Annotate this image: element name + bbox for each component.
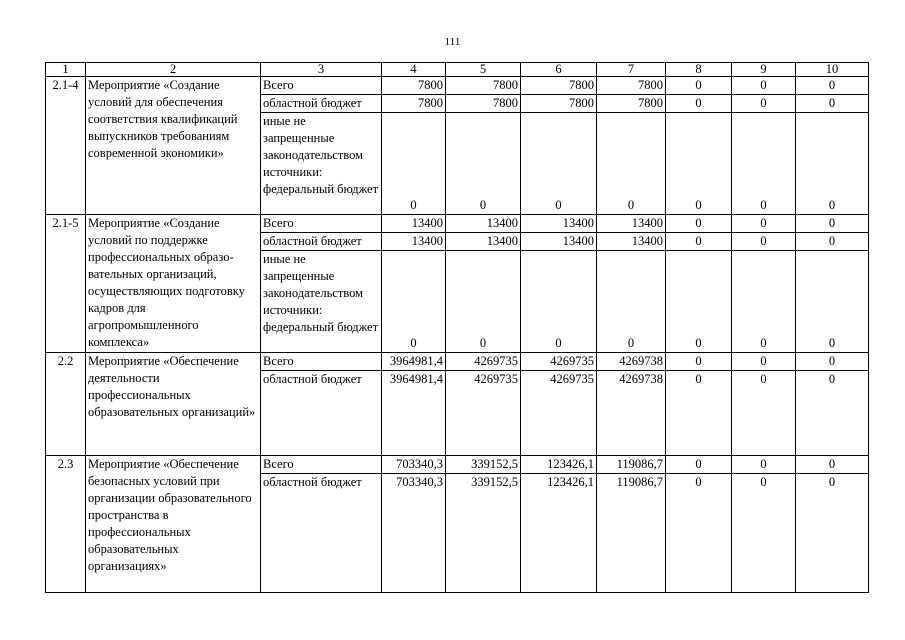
- value-cell: 0: [597, 113, 666, 215]
- row-code: 2.1-5: [46, 215, 86, 353]
- funding-source: областной бюджет: [261, 233, 382, 251]
- funding-source: областной бюджет: [261, 95, 382, 113]
- value-cell: 7800: [521, 95, 597, 113]
- activity-title: Мероприятие «Создание условий для обеспечения соответствия квалификаций выпускников требованиям современной экономики»: [86, 77, 261, 215]
- value-cell: 0: [796, 233, 869, 251]
- value-cell: 7800: [382, 77, 446, 95]
- value-cell: 4269735: [446, 353, 521, 371]
- value-cell: 7800: [597, 95, 666, 113]
- value-cell: 703340,3: [382, 474, 446, 593]
- value-cell: 13400: [597, 233, 666, 251]
- row-code: 2.3: [46, 456, 86, 593]
- value-cell: 0: [666, 251, 732, 353]
- value-cell: 4269738: [597, 353, 666, 371]
- value-cell: 0: [521, 251, 597, 353]
- value-cell: 119086,7: [597, 474, 666, 593]
- value-cell: 0: [666, 233, 732, 251]
- col-header: 3: [261, 63, 382, 77]
- value-cell: 13400: [446, 233, 521, 251]
- value-cell: 0: [796, 456, 869, 474]
- activity-title: Мероприятие «Обеспечение деятельности профессиональных образовательных организаций»: [86, 353, 261, 456]
- value-cell: 0: [732, 353, 796, 371]
- funding-source: Всего: [261, 353, 382, 371]
- value-cell: 0: [666, 77, 732, 95]
- header-row: [46, 63, 869, 77]
- row-code: 2.2: [46, 353, 86, 456]
- value-cell: 3964981,4: [382, 371, 446, 456]
- value-cell: 0: [732, 113, 796, 215]
- value-cell: 0: [732, 215, 796, 233]
- value-cell: 0: [796, 353, 869, 371]
- value-cell: 0: [597, 251, 666, 353]
- value-cell: 0: [796, 215, 869, 233]
- funding-source: областной бюджет: [261, 474, 382, 593]
- value-cell: 4269735: [521, 371, 597, 456]
- funding-source: Всего: [261, 456, 382, 474]
- value-cell: 703340,3: [382, 456, 446, 474]
- value-cell: 0: [732, 456, 796, 474]
- funding-source: иные не запрещенные законодательством источники: федеральный бюджет: [261, 251, 382, 353]
- col-header: 1: [46, 63, 86, 77]
- value-cell: 7800: [382, 95, 446, 113]
- col-header: 6: [521, 63, 597, 77]
- value-cell: 0: [666, 215, 732, 233]
- funding-source: Всего: [261, 77, 382, 95]
- value-cell: 0: [382, 251, 446, 353]
- activity-title: Мероприятие «Создание условий по поддержке профессиональных образо-вательных организаций, осуществляющих подготовку кадров для агропромышленного комплекса»: [86, 215, 261, 353]
- value-cell: 13400: [521, 215, 597, 233]
- value-cell: 13400: [521, 233, 597, 251]
- col-header: 4: [382, 63, 446, 77]
- value-cell: 13400: [382, 233, 446, 251]
- value-cell: 7800: [446, 95, 521, 113]
- value-cell: 0: [666, 474, 732, 593]
- value-cell: 0: [796, 251, 869, 353]
- value-cell: 0: [666, 371, 732, 456]
- budget-table: [45, 62, 869, 593]
- col-header: 7: [597, 63, 666, 77]
- value-cell: 0: [796, 371, 869, 456]
- value-cell: 13400: [597, 215, 666, 233]
- value-cell: 123426,1: [521, 474, 597, 593]
- page-number: 111: [444, 36, 461, 48]
- value-cell: 0: [666, 353, 732, 371]
- funding-source: Всего: [261, 215, 382, 233]
- value-cell: 0: [666, 456, 732, 474]
- value-cell: 119086,7: [597, 456, 666, 474]
- col-header: 5: [446, 63, 521, 77]
- funding-source: иные не запрещенные законодательством источники: федеральный бюджет: [261, 113, 382, 215]
- value-cell: 13400: [446, 215, 521, 233]
- value-cell: 339152,5: [446, 456, 521, 474]
- value-cell: 7800: [446, 77, 521, 95]
- value-cell: 0: [796, 95, 869, 113]
- value-cell: 0: [446, 251, 521, 353]
- table-row: [46, 353, 869, 371]
- col-header: 9: [732, 63, 796, 77]
- value-cell: 0: [666, 95, 732, 113]
- value-cell: 0: [732, 95, 796, 113]
- value-cell: 123426,1: [521, 456, 597, 474]
- value-cell: 4269735: [446, 371, 521, 456]
- value-cell: 0: [732, 77, 796, 95]
- table-row: [46, 77, 869, 95]
- activity-title: Мероприятие «Обеспечение безопасных условий при организации образовательного пространства в профессиональных образовательных организациях»: [86, 456, 261, 593]
- value-cell: 0: [666, 113, 732, 215]
- value-cell: 0: [796, 474, 869, 593]
- value-cell: 13400: [382, 215, 446, 233]
- funding-source: областной бюджет: [261, 371, 382, 456]
- value-cell: 0: [796, 77, 869, 95]
- value-cell: 0: [446, 113, 521, 215]
- value-cell: 339152,5: [446, 474, 521, 593]
- value-cell: 0: [732, 371, 796, 456]
- value-cell: 0: [732, 474, 796, 593]
- value-cell: 0: [796, 113, 869, 215]
- value-cell: 3964981,4: [382, 353, 446, 371]
- col-header: 2: [86, 63, 261, 77]
- table-row: [46, 215, 869, 233]
- value-cell: 7800: [597, 77, 666, 95]
- value-cell: 4269735: [521, 353, 597, 371]
- col-header: 8: [666, 63, 732, 77]
- value-cell: 0: [732, 251, 796, 353]
- value-cell: 7800: [521, 77, 597, 95]
- value-cell: 0: [732, 233, 796, 251]
- value-cell: 4269738: [597, 371, 666, 456]
- col-header: 10: [796, 63, 869, 77]
- value-cell: 0: [521, 113, 597, 215]
- row-code: 2.1-4: [46, 77, 86, 215]
- value-cell: 0: [382, 113, 446, 215]
- table-row: [46, 456, 869, 474]
